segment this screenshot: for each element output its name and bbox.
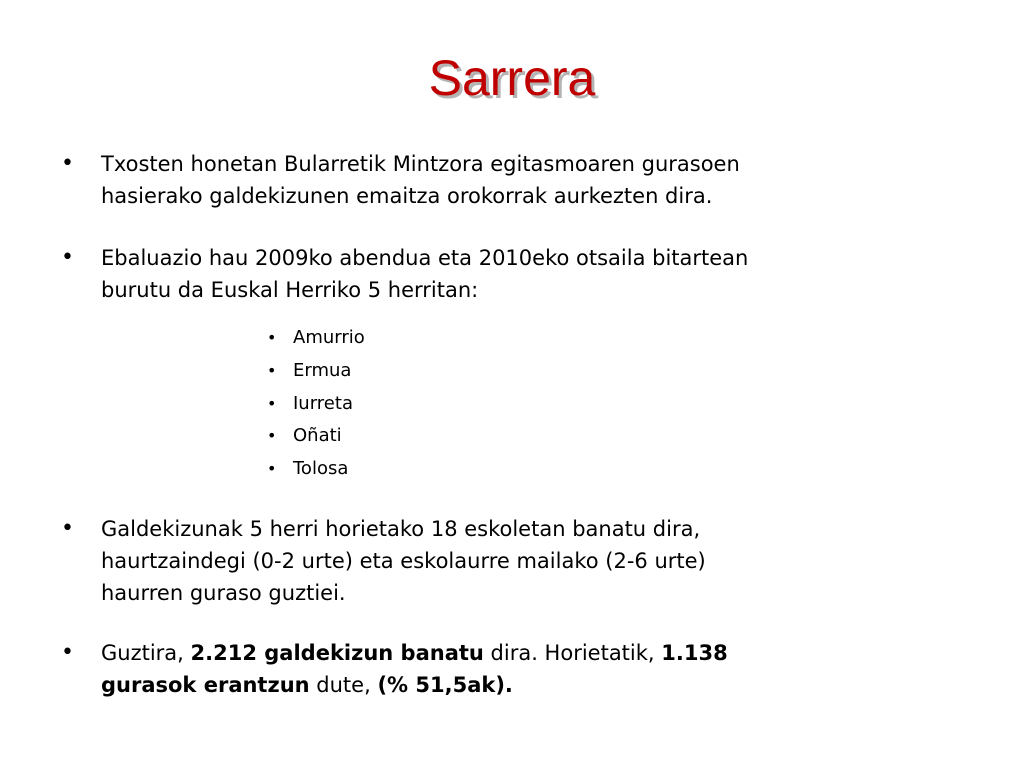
town-name: Oñati — [293, 425, 342, 446]
bullet-icon: • — [61, 640, 74, 665]
bullet-4-text-plain: dira. Horietatik, — [483, 641, 662, 665]
bullet-4-text-plain: Guztira, — [101, 641, 191, 665]
bullet-text-1 — [101, 148, 981, 212]
bullet-3-line-1: Galdekizunak 5 herri horietako 18 eskoletan banatu dira, — [101, 517, 701, 541]
bullet-1-line-2: hasierako galdekizunen emaitza orokorrak aurkezten dira. — [101, 184, 713, 208]
bullet-4-line-1 — [101, 637, 981, 669]
town-name: Ermua — [293, 360, 352, 381]
sub-bullet-icon: • — [267, 426, 277, 445]
bullet-2-line-1: Ebaluazio hau 2009ko abendua eta 2010eko otsaila bitartean — [101, 246, 749, 270]
sub-bullet-icon: • — [267, 459, 277, 478]
town-item — [0, 388, 1024, 420]
town-name: Tolosa — [293, 458, 349, 479]
town-name: Iurreta — [293, 393, 353, 414]
slide-title: Sarrera — [428, 50, 596, 106]
bullet-1-line-1: Txosten honetan Bularretik Mintzora egitasmoaren gurasoen — [101, 152, 740, 176]
bullet-4-text-bold: (% 51,5ak). — [377, 673, 513, 697]
bullet-4-line-2 — [101, 669, 981, 701]
bullet-4-text-bold: 1.138 — [661, 641, 728, 665]
town-item — [0, 322, 1024, 354]
bullet-3-line-2: haurtzaindegi (0-2 urte) eta eskolaurre mailako (2-6 urte) — [101, 549, 706, 573]
bullet-text-4 — [101, 637, 981, 701]
bullet-icon: • — [61, 245, 74, 270]
bullet-icon: • — [61, 151, 74, 176]
bullet-2-line-2: burutu da Euskal Herriko 5 herritan: — [101, 278, 479, 302]
sub-bullet-icon: • — [267, 394, 277, 413]
bullet-4-text-bold: gurasok erantzun — [101, 673, 310, 697]
bullet-icon: • — [61, 516, 74, 541]
bullet-text-2 — [101, 242, 981, 306]
bullet-4-text-bold: 2.212 galdekizun banatu — [190, 641, 484, 665]
sub-bullet-icon: • — [267, 361, 277, 380]
town-item — [0, 453, 1024, 485]
town-item — [0, 355, 1024, 387]
bullet-text-3 — [101, 513, 981, 609]
bullet-3-line-3: haurren guraso guztiei. — [101, 581, 346, 605]
sub-bullet-icon: • — [267, 328, 277, 347]
town-name: Amurrio — [293, 327, 365, 348]
town-item — [0, 420, 1024, 452]
bullet-4-text-plain: dute, — [309, 673, 378, 697]
